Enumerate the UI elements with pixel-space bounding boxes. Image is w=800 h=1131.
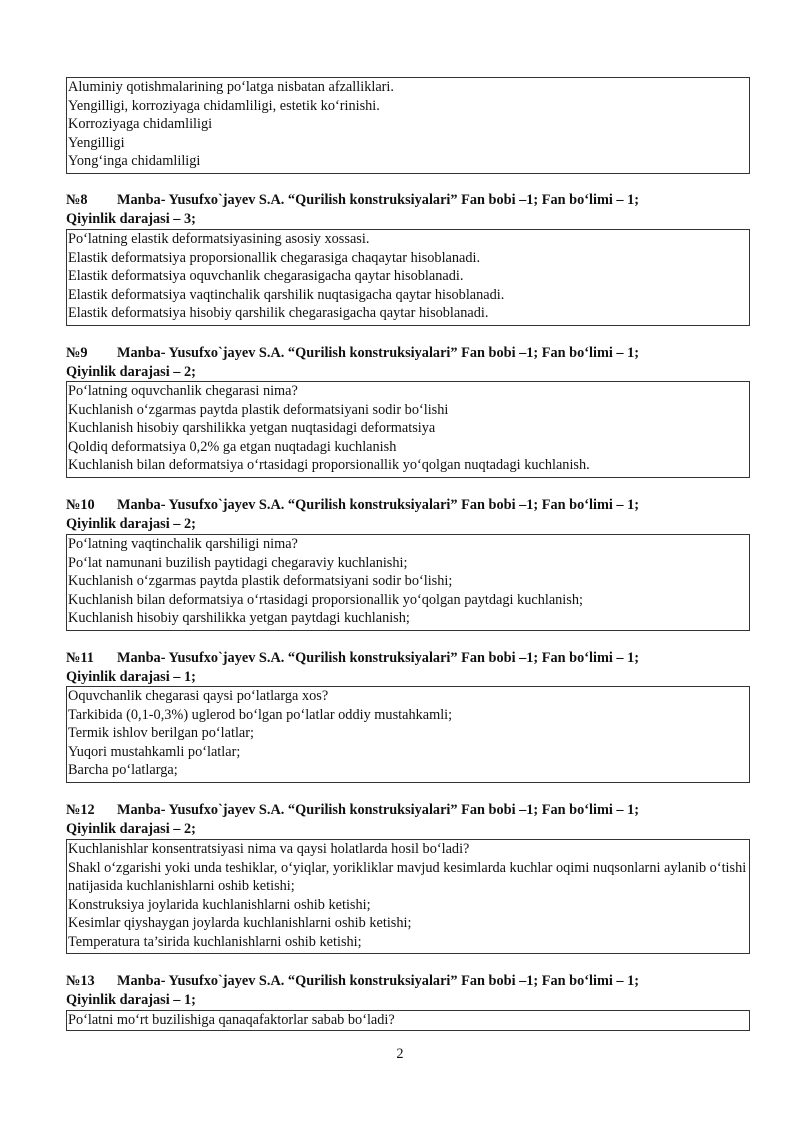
answer-option: Yuqori mustahkamli po‘latlar; — [68, 743, 241, 760]
answer-option: Shakl o‘zgarishi yoki unda teshiklar, o‘yiqlar, yorikliklar mavjud kesimlarda kuchlar oqimi nuqsonlarni aylanib o‘tishi natijasida kuchlanishlarni oshib ketishi; — [68, 859, 747, 894]
answer-option: Elastik deformatsiya vaqtinchalik qarshilik nuqtasigacha qaytar hisoblanadi. — [68, 286, 505, 303]
answer-option: Yong‘inga chidamliligi — [68, 153, 201, 169]
question-text: Po‘latni mo‘rt buzilishiga qanaqafaktorlar sabab bo‘ladi? — [68, 1012, 395, 1028]
question-number: №8 — [66, 192, 88, 208]
answer-option: Kesimlar qiyshaygan joylarda kuchlanishlarni oshib ketishi; — [68, 915, 412, 931]
question-source: Manba- Yusufxo`jayev S.A. “Qurilish konstruksiyalari” Fan bobi –1; Fan bo‘limi – 1; — [117, 345, 640, 361]
question-source: Manba- Yusufxo`jayev S.A. “Qurilish konstruksiyalari” Fan bobi –1; Fan bo‘limi – 1; — [117, 650, 640, 666]
difficulty-level: Qiyinlik darajasi – 1; — [66, 668, 196, 685]
question-source: Manba- Yusufxo`jayev S.A. “Qurilish konstruksiyalari” Fan bobi –1; Fan bo‘limi – 1; — [117, 802, 640, 818]
answer-option: Kuchlanish bilan deformatsiya o‘rtasidagi proporsionallik yo‘qolgan paytdagi kuchlanish; — [68, 591, 583, 608]
answer-box-q8 — [66, 229, 750, 326]
answer-option: Kuchlanish hisobiy qarshilikka yetgan nuqtasidagi deformatsiya — [68, 420, 436, 436]
question-text: Kuchlanishlar konsentratsiyasi nima va qaysi holatlarda hosil bo‘ladi? — [68, 841, 470, 857]
question-number: №11 — [66, 650, 94, 666]
answer-option: Termik ishlov berilgan po‘latlar; — [68, 725, 254, 741]
answer-box-q11 — [66, 686, 750, 783]
question-text: Aluminiy qotishmalarining po‘latga nisbatan afzalliklari. — [68, 79, 394, 95]
answer-option: Tarkibida (0,1-0,3%) uglerod bo‘lgan po‘latlar oddiy mustahkamli; — [68, 706, 453, 723]
question-number: №13 — [66, 973, 95, 989]
difficulty-level: Qiyinlik darajasi – 2; — [66, 363, 196, 380]
difficulty-level: Qiyinlik darajasi – 2; — [66, 820, 196, 837]
question-header-13 — [66, 972, 750, 1009]
answer-option: Barcha po‘latlarga; — [68, 762, 178, 778]
question-header-9 — [66, 344, 750, 381]
difficulty-level: Qiyinlik darajasi – 2; — [66, 515, 196, 532]
difficulty-level: Qiyinlik darajasi – 1; — [66, 991, 196, 1008]
answer-option: Yengilligi — [68, 134, 125, 151]
question-header-10 — [66, 496, 750, 533]
question-text: Po‘latning vaqtinchalik qarshiligi nima? — [68, 536, 298, 552]
question-number: №10 — [66, 497, 95, 513]
page-number: 2 — [396, 1046, 404, 1062]
answer-option: Elastik deformatsiya oquvchanlik chegarasigacha qaytar hisoblanadi. — [68, 268, 464, 284]
answer-option: Qoldiq deformatsiya 0,2% ga etgan nuqtadagi kuchlanish — [68, 438, 397, 455]
answer-option: Kuchlanish hisobiy qarshilikka yetgan paytdagi kuchlanish; — [68, 610, 410, 626]
question-header-12 — [66, 801, 750, 838]
question-header-8 — [66, 191, 750, 228]
answer-box-q10 — [66, 534, 750, 631]
answer-box-q12 — [66, 839, 750, 954]
answer-box-q7 — [66, 77, 750, 174]
answer-box-q9 — [66, 381, 750, 478]
answer-option: Po‘lat namunani buzilish paytidagi chegaraviy kuchlanishi; — [68, 554, 408, 571]
answer-option: Kuchlanish bilan deformatsiya o‘rtasidagi proporsionallik yo‘qolgan nuqtadagi kuchlanish. — [68, 457, 590, 473]
question-source: Manba- Yusufxo`jayev S.A. “Qurilish konstruksiyalari” Fan bobi –1; Fan bo‘limi – 1; — [117, 973, 640, 989]
answer-option: Yengilligi, korroziyaga chidamliligi, estetik ko‘rinishi. — [68, 97, 380, 114]
answer-option: Korroziyaga chidamliligi — [68, 116, 213, 132]
question-text: Oquvchanlik chegarasi qaysi po‘latlarga xos? — [68, 688, 329, 704]
answer-option: Kuchlanish o‘zgarmas paytda plastik deformatsiyani sodir bo‘lishi; — [68, 573, 453, 589]
answer-option: Elastik deformatsiya hisobiy qarshilik chegarasigacha qaytar hisoblanadi. — [68, 305, 489, 321]
difficulty-level: Qiyinlik darajasi – 3; — [66, 210, 196, 227]
answer-option: Temperatura ta’sirida kuchlanishlarni oshib ketishi; — [68, 933, 362, 950]
answer-option: Konstruksiya joylarida kuchlanishlarni oshib ketishi; — [68, 896, 371, 913]
question-number: №12 — [66, 802, 95, 818]
question-source: Manba- Yusufxo`jayev S.A. “Qurilish konstruksiyalari” Fan bobi –1; Fan bo‘limi – 1; — [117, 192, 640, 208]
answer-box-q13 — [66, 1010, 750, 1031]
answer-option: Kuchlanish o‘zgarmas paytda plastik deformatsiyani sodir bo‘lishi — [68, 401, 449, 418]
question-text: Po‘latning elastik deformatsiyasining asosiy xossasi. — [68, 231, 370, 247]
question-text: Po‘latning oquvchanlik chegarasi nima? — [68, 383, 298, 399]
question-source: Manba- Yusufxo`jayev S.A. “Qurilish konstruksiyalari” Fan bobi –1; Fan bo‘limi – 1; — [117, 497, 640, 513]
question-number: №9 — [66, 345, 88, 361]
answer-option: Elastik deformatsiya proporsionallik chegarasiga chaqaytar hisoblanadi. — [68, 249, 481, 266]
question-header-11 — [66, 649, 750, 686]
